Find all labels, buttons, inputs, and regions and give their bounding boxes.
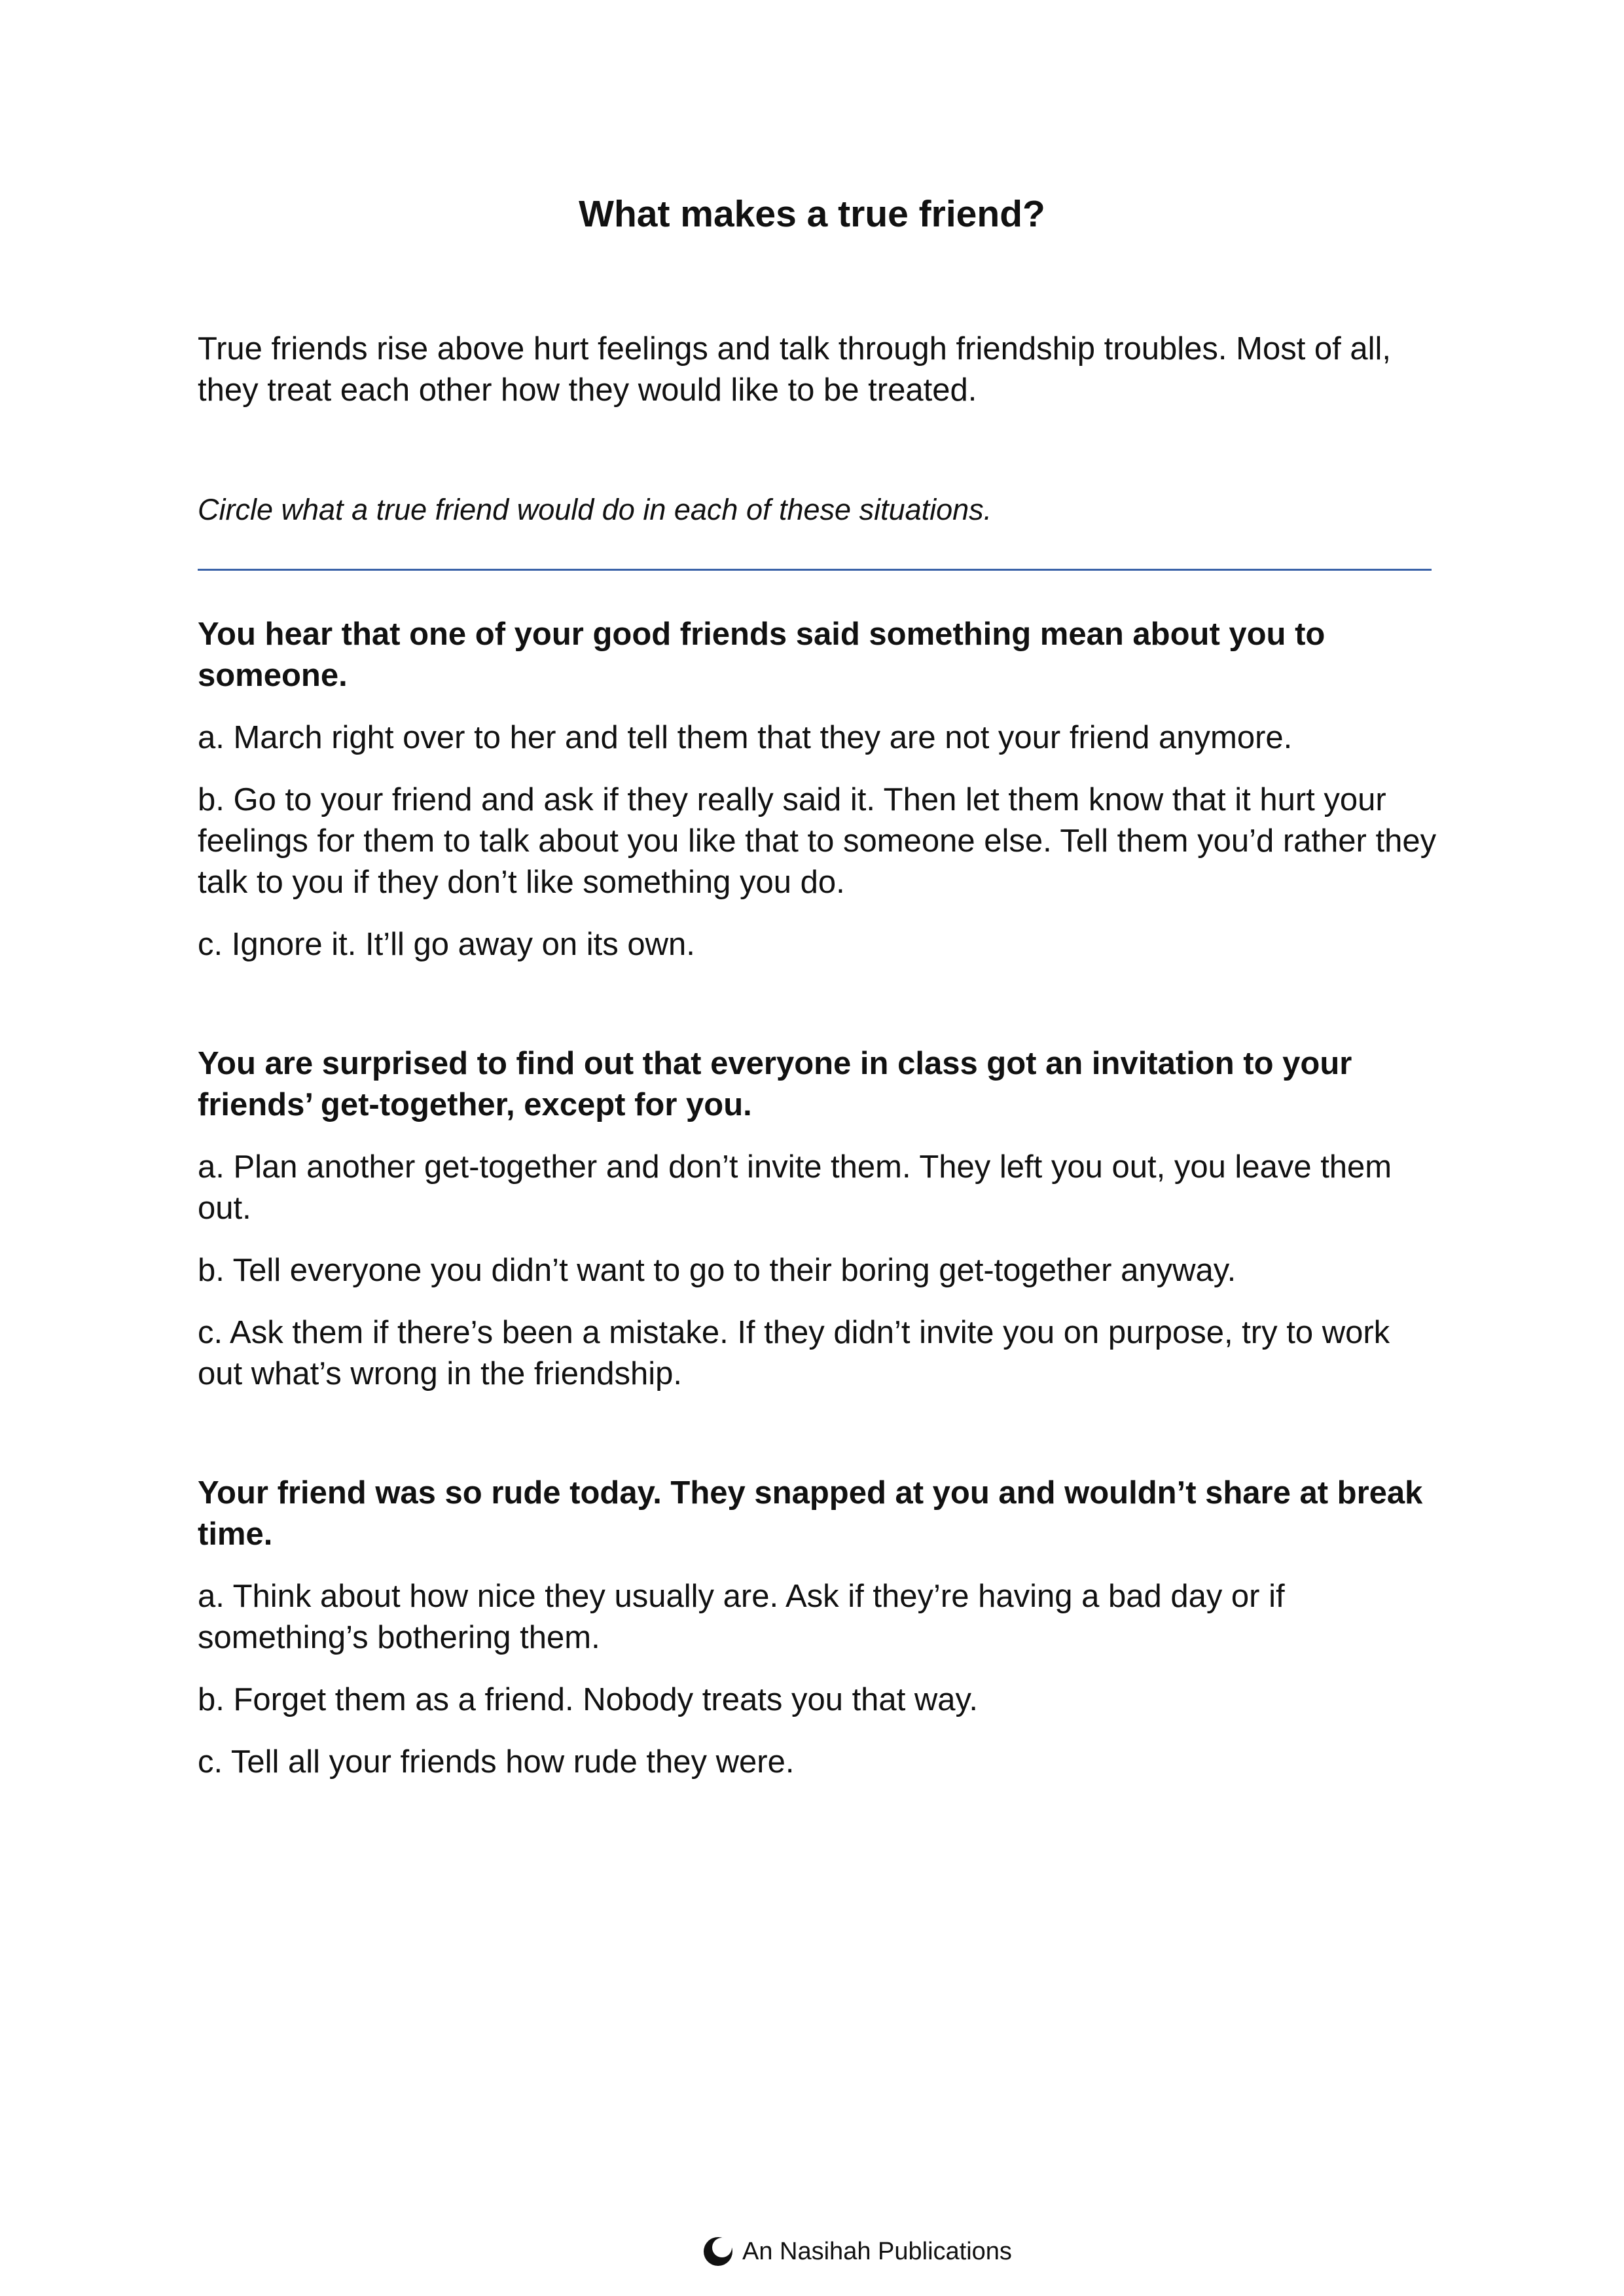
option-b: b. Go to your friend and ask if they really said it. Then let them know that it hurt your feelings for them to talk about you like that to someone else. Tell them you’d rather they talk to you if they don’t like something you do.	[198, 782, 1437, 900]
question-2	[198, 1043, 1441, 1395]
option-b: b. Forget them as a friend. Nobody treats you that way.	[198, 1682, 979, 1717]
footer	[703, 2232, 1012, 2271]
instruction-text: Circle what a true friend would do in each of these situations.	[198, 493, 992, 526]
question-3	[198, 1473, 1441, 1783]
option-a: a. March right over to her and tell them that they are not your friend anymore.	[198, 720, 1293, 755]
option-a: a. Plan another get-together and don’t invite them. They left you out, you leave them out.	[198, 1149, 1392, 1226]
question-list	[198, 614, 1441, 1861]
option-a: a. Think about how nice they usually are. Ask if they’re having a bad day or if something’s bothering them.	[198, 1579, 1285, 1655]
divider-line	[198, 569, 1432, 571]
publisher-name: An Nasihah Publications	[742, 2237, 1012, 2265]
question-1	[198, 614, 1441, 965]
crescent-logo-icon	[703, 2236, 733, 2267]
page-title: What makes a true friend?	[579, 193, 1045, 235]
option-c: c. Tell all your friends how rude they were.	[198, 1744, 795, 1780]
question-prompt: Your friend was so rude today. They snapped at you and wouldn’t share at break time.	[198, 1475, 1423, 1552]
question-prompt: You are surprised to find out that everyone in class got an invitation to your friends’ get-together, except for you.	[198, 1046, 1352, 1122]
option-b: b. Tell everyone you didn’t want to go to their boring get-together anyway.	[198, 1253, 1236, 1288]
question-prompt: You hear that one of your good friends said something mean about you to someone.	[198, 617, 1326, 693]
option-c: c. Ask them if there’s been a mistake. If they didn’t invite you on purpose, try to work out what’s wrong in the friendship.	[198, 1315, 1390, 1391]
option-c: c. Ignore it. It’ll go away on its own.	[198, 927, 695, 962]
intro-paragraph: True friends rise above hurt feelings and talk through friendship troubles. Most of all, they treat each other how they would like to be treated.	[198, 331, 1392, 408]
